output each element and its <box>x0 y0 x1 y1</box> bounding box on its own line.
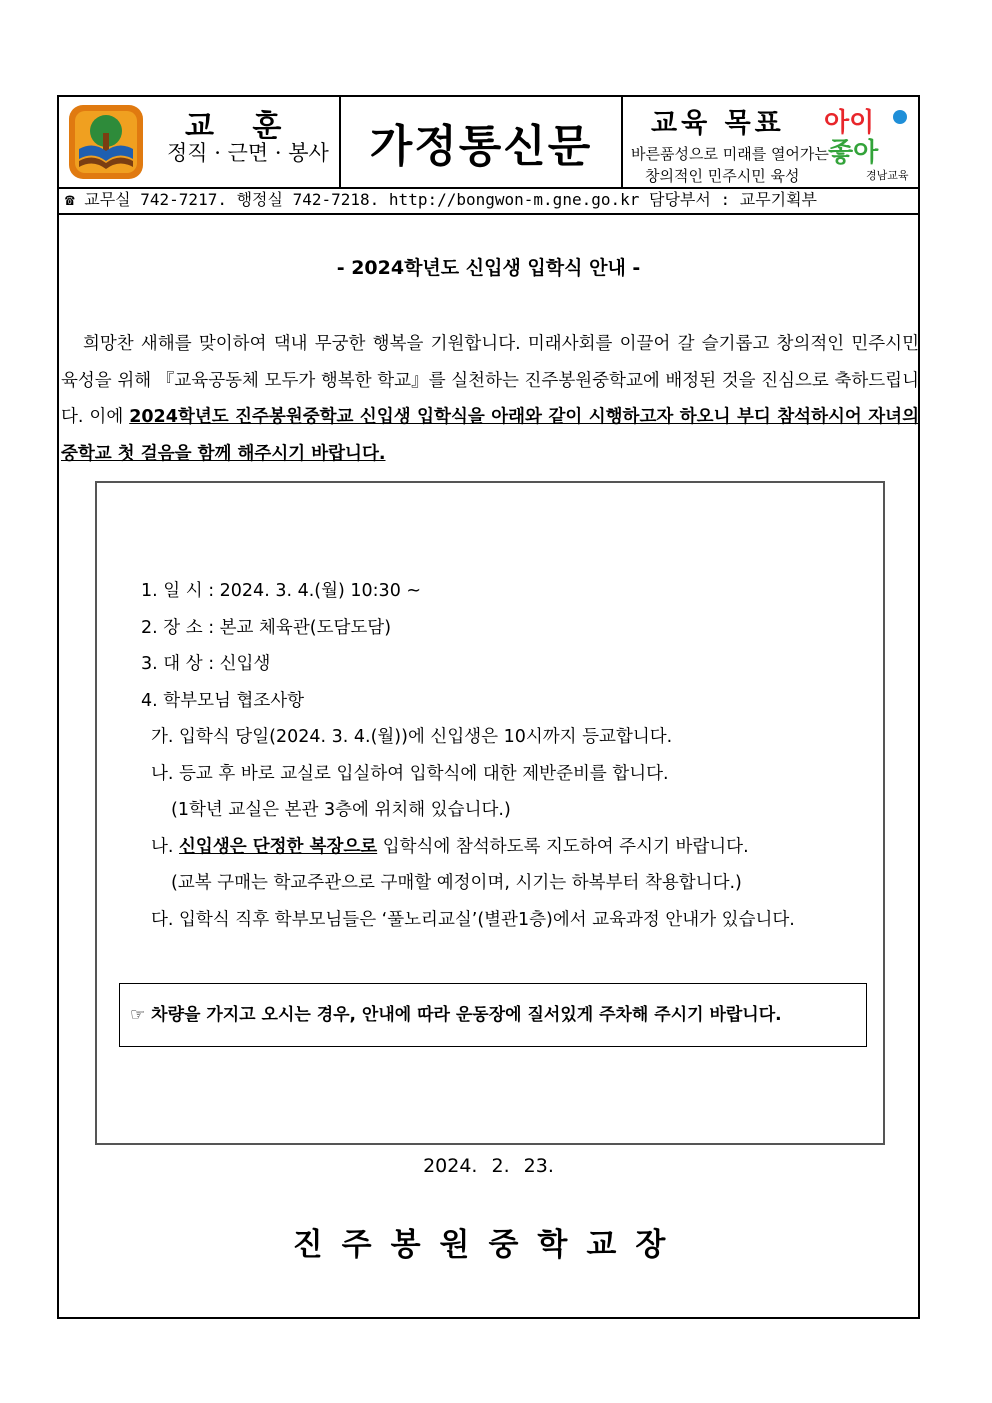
document-title: - 2024학년도 신입생 입학식 안내 - <box>336 257 641 279</box>
issue-date: 2024. 2. 23. <box>423 1155 554 1177</box>
item-d: 다. 입학식 직후 학부모님들은 ‘풀노리교실’(별관1층)에서 교육과정 안내가 있습니다. <box>151 909 795 930</box>
details-box <box>95 481 885 1145</box>
newsletter-title: 가정통신문 <box>369 121 593 172</box>
document-frame <box>57 95 920 1319</box>
goal-cell <box>623 97 918 187</box>
motto-text: 정직 · 근면 · 봉사 <box>167 141 329 165</box>
intro-paragraph <box>61 326 919 472</box>
newsletter-cell <box>341 97 623 187</box>
contact-bar: ☎ 교무실 742-7217. 행정실 742-7218. http://bongwon-m.gne.go.kr 담당부서 : 교무기획부 <box>59 187 918 215</box>
goal-line-1: 바른품성으로 미래를 열어가는 <box>631 145 829 163</box>
item-target: 3. 대 상 : 신입생 <box>141 654 271 674</box>
item-a: 가. 입학식 당일(2024. 3. 4.(월))에 신입생은 10시까지 등교합니다. <box>151 727 673 747</box>
goal-title: 교육 목표 <box>651 108 785 139</box>
goal-text <box>631 143 829 187</box>
details-list <box>141 573 795 938</box>
school-emblem-icon <box>67 103 145 181</box>
brand-text-3: 경남교육 <box>866 169 909 182</box>
brand-text-1: 아이 <box>824 108 875 138</box>
motto-title: 교 훈 <box>185 109 296 144</box>
goal-line-2: 창의적인 민주시민 육성 <box>645 167 800 185</box>
item-c-rest: 입학식에 참석하도록 지도하여 주시기 바랍니다. <box>377 836 749 857</box>
parking-notice: ☞ 차량을 가지고 오시는 경우, 안내에 따라 운동장에 질서있게 주차해 주시기 바랍니다. <box>119 983 867 1047</box>
item-place: 2. 장 소 : 본교 체육관(도담도담) <box>141 617 392 638</box>
item-c <box>141 829 795 866</box>
item-b-note: (1학년 교실은 본관 3층에 위치해 있습니다.) <box>171 800 511 820</box>
principal-signature: 진주봉원중학교장 <box>292 1227 685 1263</box>
motto-cell <box>59 97 341 187</box>
brand-text-2: 좋아 <box>828 138 879 168</box>
item-date: 1. 일 시 : 2024. 3. 4.(월) 10:30 ~ <box>141 581 422 601</box>
item-cooperation: 4. 학부모님 협조사항 <box>141 690 305 711</box>
item-c-note: (교복 구매는 학교주관으로 구매할 예정이며, 시기는 하복부터 착용합니다.) <box>171 873 742 893</box>
item-b: 나. 등교 후 바로 교실로 입실하여 입학식에 대한 제반준비를 합니다. <box>151 763 669 784</box>
intro-text: 희망찬 새해를 맞이하여 댁내 무궁한 행복을 기원합니다. 미래사회를 이끌어 갈 슬기롭고 창의적인 민주시민 육성을 위해 『교육공동체 모두가 행복한 학교』를 실천하는 진주봉원중학교에 배정된 것을 진심으로 축하드립니다. 이에 <box>61 334 919 427</box>
item-c-bold: 신입생은 단정한 복장으로 <box>179 836 378 857</box>
gyeongnam-education-logo <box>822 103 910 183</box>
intro-emphasis: 2024학년도 진주봉원중학교 신입생 입학식을 아래와 같이 시행하고자 하오니 부디 참석하시어 자녀의 중학교 첫 걸음을 함께 해주시기 바랍니다. <box>61 407 919 464</box>
header-table <box>59 97 918 189</box>
item-c-prefix: 나. <box>151 836 180 857</box>
